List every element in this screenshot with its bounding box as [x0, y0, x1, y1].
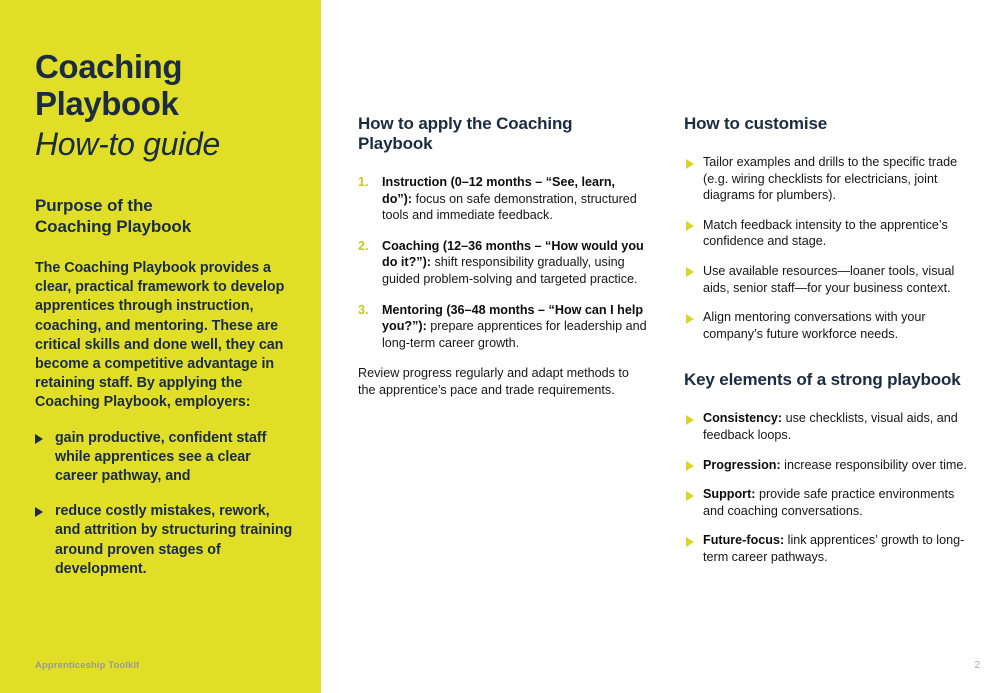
purpose-heading-line-2: Coaching Playbook — [35, 217, 192, 236]
list-item-label: gain productive, confident staff while apprentices see a clear career pathway, and — [55, 429, 267, 485]
how-to-customise-heading: How to customise — [684, 114, 828, 133]
triangle-right-icon — [686, 159, 694, 169]
triangle-right-icon — [686, 415, 694, 425]
list-item-text: Use available resources—loaner tools, visual aids, senior staff—for your business context. — [703, 263, 955, 295]
page-subtitle: How-to guide — [35, 126, 220, 162]
triangle-right-icon — [686, 314, 694, 324]
list-item-text: Align mentoring conversations with your company’s future workforce needs. — [703, 310, 926, 341]
list-item-number: 1. — [358, 175, 369, 189]
list-item-text: link apprentices’ growth to long-term career pathways. — [703, 533, 965, 564]
list-item — [684, 486, 969, 519]
list-item-text: prepare apprentices for leadership and long-term career growth. — [382, 319, 647, 350]
how-to-apply-heading: How to apply the Coaching Playbook — [358, 114, 573, 153]
list-item-number: 3. — [358, 302, 369, 317]
list-item-bold-label: Instruction (0–12 months – “See, learn, do”): — [382, 175, 616, 206]
list-item-text: focus on safe demonstration, structured tools and immediate feedback. — [382, 191, 637, 223]
list-item-bold-label: Mentoring (36–48 months – “How can I help you?”): — [382, 302, 644, 334]
how-to-apply-ordered-list — [358, 174, 648, 351]
list-item-label: reduce costly mistakes, rework, and attrition by structuring training around proven stages of development. — [55, 503, 293, 577]
list-item-text: use checklists, visual aids, and feedback loops. — [703, 411, 958, 442]
list-item-bold-label: Progression: — [703, 457, 781, 472]
triangle-right-icon — [686, 491, 694, 501]
list-item — [358, 302, 648, 352]
triangle-right-icon — [686, 537, 694, 547]
list-item — [358, 238, 648, 288]
triangle-right-icon — [35, 507, 43, 517]
customise-bullet-list — [684, 154, 969, 342]
list-item-text: increase responsibility over time. — [780, 457, 967, 472]
list-item — [35, 502, 293, 579]
page-title-line-1: Coaching — [35, 48, 183, 85]
review-progress-note: Review progress regularly and adapt methods to the apprentice’s pace and trade requirements. — [358, 366, 629, 397]
triangle-right-icon — [686, 221, 694, 231]
list-item-text: shift responsibility gradually, using guided problem-solving and targeted practice. — [382, 255, 638, 286]
list-item-bold-label: Support: — [703, 487, 756, 502]
list-item-bold-label: Future-focus: — [703, 533, 785, 548]
key-elements-bullet-list — [684, 410, 969, 565]
triangle-right-icon — [686, 461, 694, 471]
list-item-text: provide safe practice environments and coaching conversations. — [703, 487, 955, 518]
list-item-text: Match feedback intensity to the apprentice’s confidence and stage. — [703, 217, 948, 249]
list-item — [684, 532, 969, 565]
list-item — [684, 457, 969, 474]
list-item — [35, 429, 293, 487]
list-item-bold-label: Consistency: — [703, 411, 783, 426]
footer-toolkit-label: Apprenticeship Toolkit — [35, 660, 140, 671]
right-column — [684, 114, 969, 579]
purpose-heading-line-1: Purpose of the — [35, 196, 153, 215]
list-item — [684, 309, 969, 342]
purpose-body-text: The Coaching Playbook provides a clear, practical framework to develop apprentices through instruction, coaching, and mentoring. These are critical skills and done well, they can become a competitive advantage in retaining staff. By applying the Coaching Playbook, employers: — [35, 260, 285, 411]
list-item — [684, 154, 969, 204]
list-item — [684, 410, 969, 443]
list-item — [684, 217, 969, 250]
left-yellow-panel — [0, 0, 321, 693]
middle-column — [358, 114, 648, 399]
purpose-bullet-list — [35, 429, 293, 579]
list-item-bold-label: Coaching (12–36 months – “How would you do it?”): — [382, 238, 644, 270]
document-title-block — [35, 48, 293, 164]
page-number: 2 — [974, 660, 980, 671]
list-item-text: Tailor examples and drills to the specific trade (e.g. wiring checklists for electricians, joint diagrams for plumbers). — [703, 155, 958, 203]
key-elements-heading: Key elements of a strong playbook — [684, 370, 961, 390]
triangle-right-icon — [35, 434, 43, 444]
purpose-heading — [35, 195, 293, 237]
list-item-number: 2. — [358, 238, 369, 253]
list-item — [358, 174, 648, 224]
left-panel-content — [35, 48, 293, 595]
list-item — [684, 263, 969, 296]
page-title-line-2: Playbook — [35, 85, 179, 122]
triangle-right-icon — [686, 267, 694, 277]
